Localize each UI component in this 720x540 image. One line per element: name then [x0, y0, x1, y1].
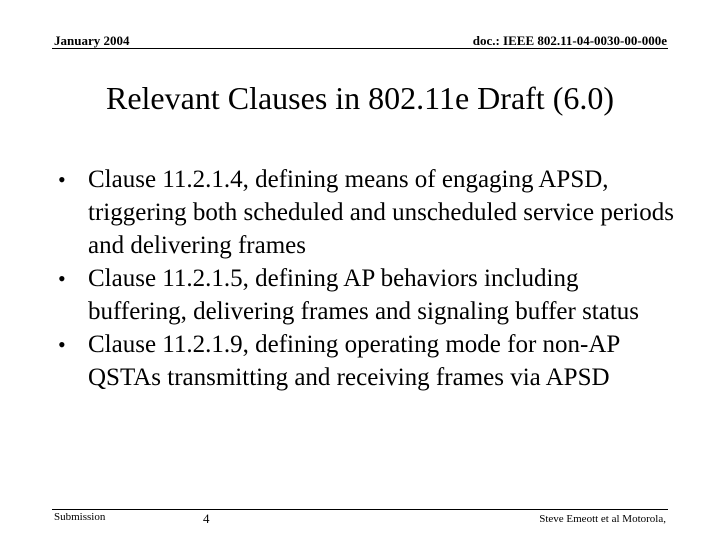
- bullet-text-2: Clause 11.2.1.5, defining AP behaviors including buffering, delivering frames and signaling buffer status: [88, 265, 640, 325]
- bullet-text-1: Clause 11.2.1.4, defining means of engaging APSD, triggering both scheduled and unscheduled service periods and delivering frames: [88, 166, 674, 259]
- page-number: 4: [203, 511, 210, 526]
- header-date: January 2004: [54, 33, 130, 48]
- bullet-list: [58, 163, 678, 394]
- bullet-item-2: [58, 262, 678, 328]
- bullet-dot-icon: •: [58, 332, 66, 357]
- bullet-item-3: [58, 328, 678, 394]
- header-divider: [52, 48, 668, 49]
- bullet-dot-icon: •: [58, 266, 66, 291]
- bullet-text-3: Clause 11.2.1.9, defining operating mode for non-AP QSTAs transmitting and receiving frames via APSD: [88, 331, 620, 391]
- footer-submission: Submission: [54, 511, 106, 523]
- slide-title: Relevant Clauses in 802.11e Draft (6.0): [105, 80, 614, 116]
- footer-divider: [52, 509, 668, 510]
- bullet-item-1: [58, 163, 678, 262]
- footer-author: Steve Emeott et al Motorola,: [539, 513, 666, 525]
- bullet-dot-icon: •: [58, 167, 66, 192]
- header-doc-id: doc.: IEEE 802.11-04-0030-00-000e: [472, 33, 667, 48]
